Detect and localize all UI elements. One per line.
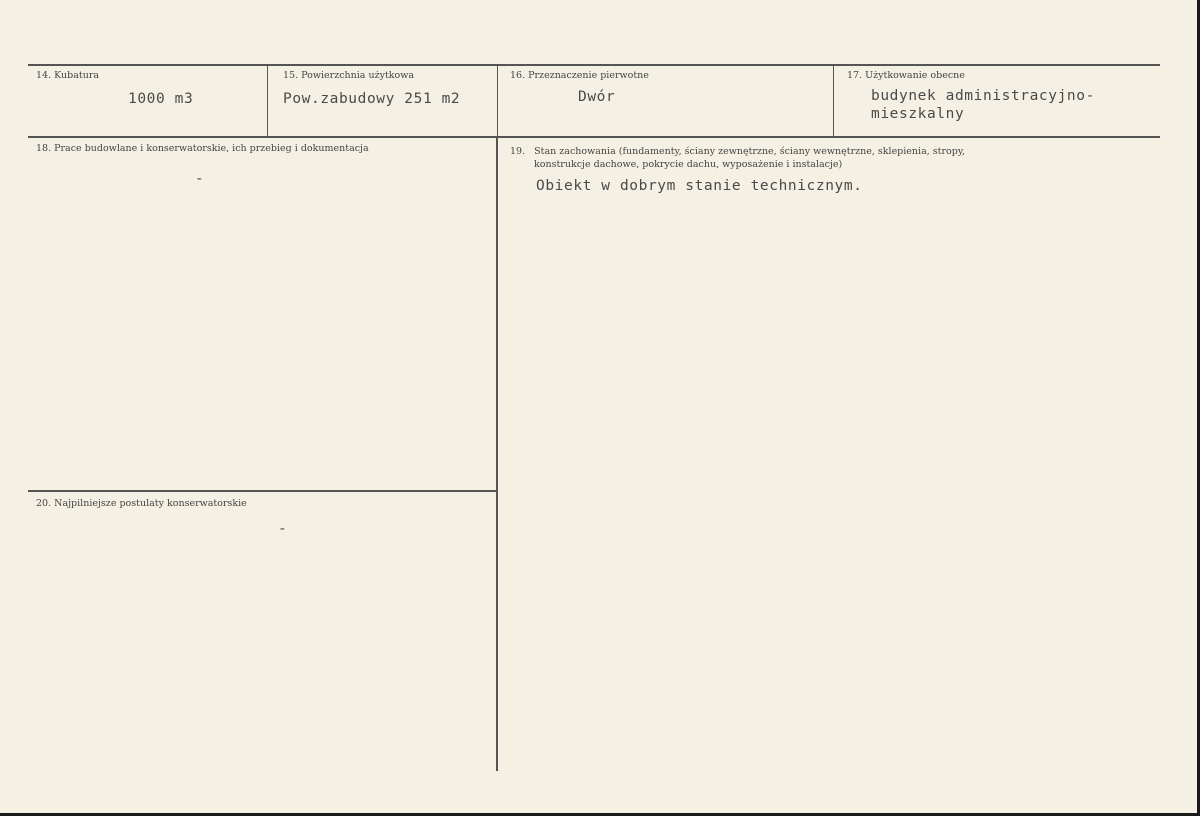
field-17-value-line2: mieszkalny bbox=[871, 106, 965, 122]
field-19-value: Obiekt w dobrym stanie technicznym. bbox=[536, 178, 863, 194]
row-divider bbox=[28, 136, 1160, 138]
top-rule bbox=[28, 64, 1160, 66]
field-20-label: 20. Najpilniejsze postulaty konserwatorskie bbox=[36, 498, 247, 509]
field-18-label: 18. Prace budowlane i konserwatorskie, ich przebieg i dokumentacja bbox=[36, 143, 369, 154]
field-16-label: 16. Przeznaczenie pierwotne bbox=[510, 70, 649, 81]
main-column-divider bbox=[496, 137, 498, 771]
field-17-value-line1: budynek administracyjno- bbox=[871, 88, 1095, 104]
field-18-value: - bbox=[195, 171, 205, 187]
field-19-label-line1: 19. Stan zachowania (fundamenty, ściany zewnętrzne, ściany wewnętrzne, sklepienia, stropy, bbox=[510, 146, 965, 157]
field-17-label: 17. Użytkowanie obecne bbox=[847, 70, 965, 81]
column-divider-2 bbox=[497, 64, 498, 137]
field-14-label: 14. Kubatura bbox=[36, 70, 100, 81]
section-divider bbox=[28, 490, 496, 492]
field-19-label-line2: konstrukcje dachowe, pokrycie dachu, wyposażenie i instalacje) bbox=[534, 159, 843, 170]
field-16-value: Dwór bbox=[578, 89, 616, 105]
field-20-value: - bbox=[278, 521, 288, 537]
field-15-label: 15. Powierzchnia użytkowa bbox=[283, 70, 415, 81]
field-14-value: 1000 m3 bbox=[128, 91, 194, 107]
field-15-value: Pow.zabudowy 251 m2 bbox=[283, 91, 461, 107]
column-divider-1 bbox=[267, 64, 268, 137]
column-divider-3 bbox=[833, 64, 834, 137]
